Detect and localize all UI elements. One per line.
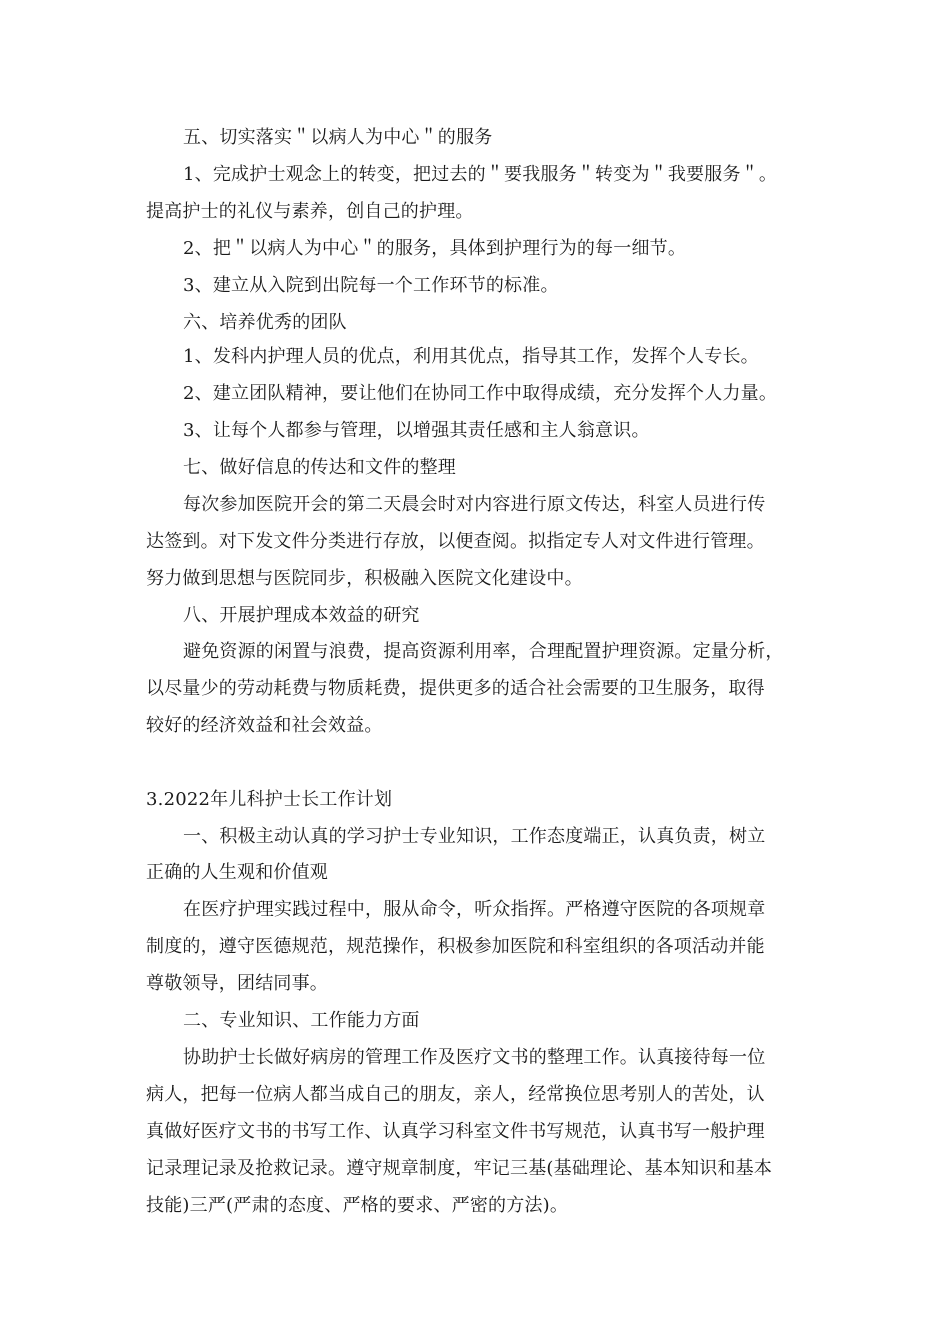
- paragraph-line: 3、让每个人都参与管理，以增强其责任感和主人翁意识。: [183, 420, 650, 441]
- paragraph-line: 技能)三严(严肃的态度、严格的要求、严密的方法)。: [146, 1195, 569, 1216]
- paragraph-line: 较好的经济效益和社会效益。: [146, 715, 383, 736]
- paragraph-line: 提高护士的礼仪与素养，创自己的护理。: [146, 201, 474, 222]
- document-title: 3.2022年儿科护士长工作计划: [146, 789, 393, 810]
- paragraph-line: 协助护士长做好病房的管理工作及医疗文书的整理工作。认真接待每一位: [183, 1047, 766, 1068]
- section-heading: 正确的人生观和价值观: [146, 862, 328, 883]
- paragraph-line: 以尽量少的劳动耗费与物质耗费，提供更多的适合社会需要的卫生服务，取得: [146, 678, 765, 699]
- section-heading: 七、做好信息的传达和文件的整理: [183, 457, 456, 478]
- paragraph-line: 每次参加医院开会的第二天晨会时对内容进行原文传达，科室人员进行传: [183, 494, 766, 515]
- section-heading: 一、积极主动认真的学习护士专业知识，工作态度端正，认真负责，树立: [183, 826, 766, 847]
- paragraph-line: 努力做到思想与医院同步，积极融入医院文化建设中。: [146, 568, 583, 589]
- paragraph-line: 真做好医疗文书的书写工作、认真学习科室文件书写规范，认真书写一般护理: [146, 1121, 765, 1142]
- paragraph-line: 3、建立从入院到出院每一个工作环节的标准。: [183, 275, 559, 296]
- paragraph-line: 1、完成护士观念上的转变，把过去的＂要我服务＂转变为＂我要服务＂。: [183, 164, 778, 185]
- section-heading: 二、专业知识、工作能力方面: [183, 1010, 420, 1031]
- section-heading: 八、开展护理成本效益的研究: [183, 605, 420, 626]
- paragraph-line: 制度的，遵守医德规范，规范操作，积极参加医院和科室组织的各项活动并能: [146, 936, 765, 957]
- paragraph-line: 达签到。对下发文件分类进行存放，以便查阅。拟指定专人对文件进行管理。: [146, 531, 765, 552]
- paragraph-line: 避免资源的闲置与浪费，提高资源利用率，合理配置护理资源。定量分析，: [183, 641, 784, 662]
- section-heading: 六、培养优秀的团队: [183, 312, 347, 333]
- section-heading: 五、切实落实＂以病人为中心＂的服务: [183, 127, 493, 148]
- paragraph-line: 在医疗护理实践过程中，服从命令，听众指挥。严格遵守医院的各项规章: [183, 899, 766, 920]
- paragraph-line: 1、发科内护理人员的优点，利用其优点，指导其工作，发挥个人专长。: [183, 346, 759, 367]
- paragraph-line: 病人，把每一位病人都当成自己的朋友，亲人，经常换位思考别人的苦处，认: [146, 1084, 765, 1105]
- paragraph-line: 记录理记录及抢救记录。遵守规章制度，牢记三基(基础理论、基本知识和基本: [146, 1158, 773, 1179]
- paragraph-line: 2、把＂以病人为中心＂的服务，具体到护理行为的每一细节。: [183, 238, 687, 259]
- paragraph-line: 尊敬领导，团结同事。: [146, 973, 328, 994]
- paragraph-line: 2、建立团队精神，要让他们在协同工作中取得成绩，充分发挥个人力量。: [183, 383, 778, 404]
